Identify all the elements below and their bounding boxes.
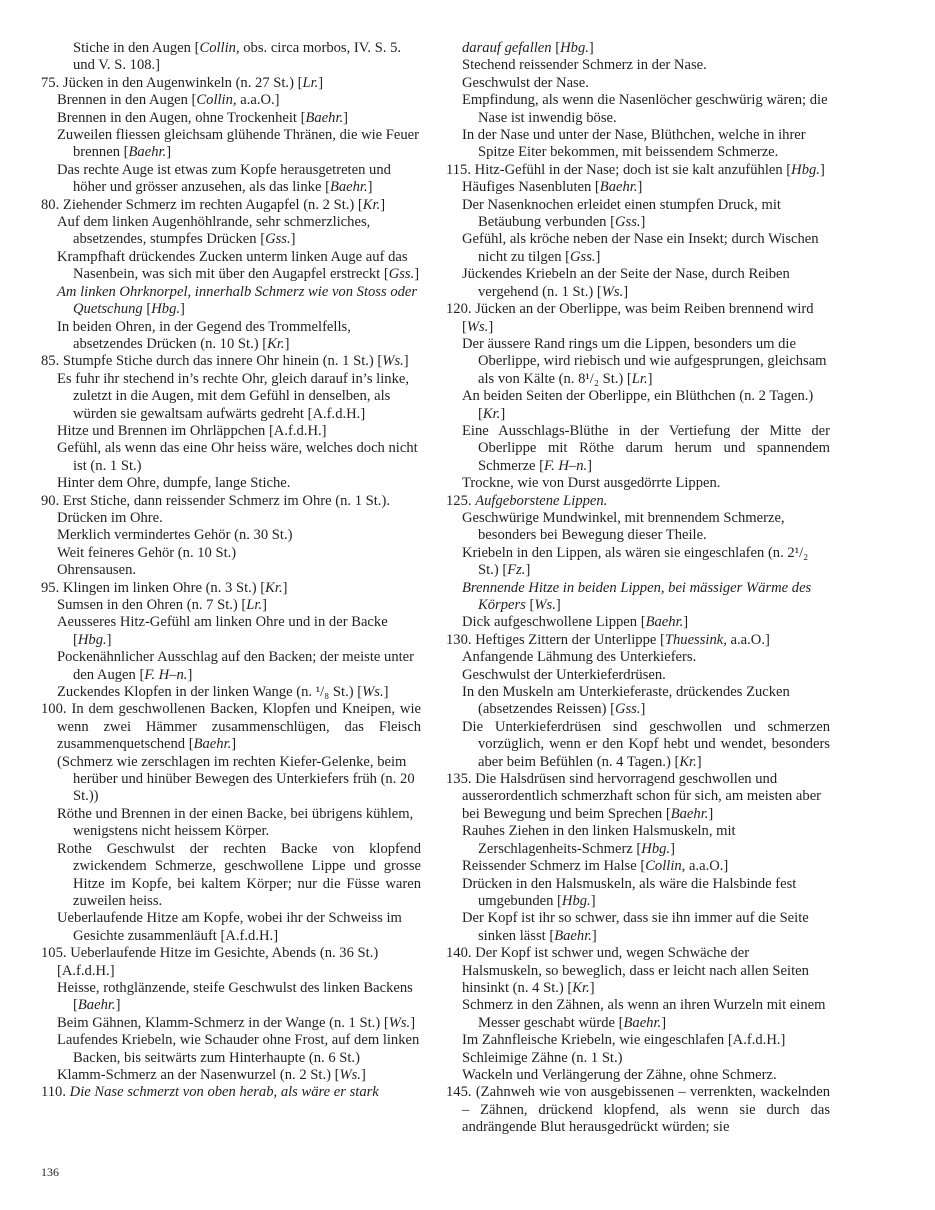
entry-number: 130. xyxy=(446,631,472,648)
text: ] xyxy=(383,684,389,701)
text: Rauhes Ziehen in den linken Halsmuskeln, mit Zerschlagenheits-Schmerz [ xyxy=(462,823,736,857)
text: In den Muskeln am Unterkieferaste, drückendes Zucken (absetzendes Reissen) [ xyxy=(462,684,790,718)
italic-text: Baehr. xyxy=(599,179,638,196)
text: Klingen im linken Ohre (n. 3 St.) [ xyxy=(62,579,266,596)
italic-text: Baehr. xyxy=(623,1014,662,1031)
entry-number: 110. xyxy=(41,1084,66,1101)
text: ] xyxy=(661,1014,667,1031)
text: ] xyxy=(640,701,646,718)
symptom-entry xyxy=(41,440,421,475)
text: Pockenähnlicher Ausschlag auf den Backen; der meiste unter den Augen [ xyxy=(57,649,415,683)
italic-text: Gss. xyxy=(265,231,291,248)
symptom-entry xyxy=(446,197,830,232)
text: In beiden Ohren, in der Gegend des Trommelfells, absetzendes Drücken (n. 10 St.) [ xyxy=(57,318,351,352)
symptom-entry xyxy=(446,823,830,858)
numbered-symptom-entry xyxy=(41,701,421,753)
italic-text: Ws. xyxy=(382,353,404,370)
text: Heisse, rothglänzende, steife Geschwulst des linken Backens [ xyxy=(57,979,413,1014)
entry-number: 75. xyxy=(41,74,60,91)
text: ] xyxy=(231,736,237,753)
numbered-symptom-entry xyxy=(446,771,830,823)
text: [ xyxy=(551,40,561,56)
text: ] xyxy=(591,927,597,944)
italic-text: darauf gefallen xyxy=(462,40,552,56)
text: Ueberlaufende Hitze im Gesichte, Abends (n. 36 St.) [A.f.d.H.] xyxy=(57,945,379,979)
text: Eine Ausschlags-Blüthe in der Vertiefung der Mitte der Oberlippe mit Röthe darum herum und spannendem Schmerze [ xyxy=(462,422,830,474)
italic-text: Ws. xyxy=(339,1066,361,1083)
text: a.a.O.] xyxy=(726,631,770,648)
italic-text: Kr. xyxy=(679,753,697,770)
symptom-entry xyxy=(446,684,830,719)
symptom-entry xyxy=(41,910,421,945)
symptom-entry xyxy=(41,249,421,284)
text: Klamm-Schmerz an der Nasenwurzel (n. 2 St.) [ xyxy=(57,1066,340,1083)
symptom-entry xyxy=(446,858,830,875)
text: ] xyxy=(187,666,193,683)
symptom-entry xyxy=(446,75,830,92)
italic-text: Hbg. xyxy=(561,892,591,909)
numbered-symptom-entry xyxy=(41,75,421,92)
symptom-entry xyxy=(41,127,421,162)
text: Kriebeln in den Lippen, als wären sie eingeschlafen (n. 2 xyxy=(462,544,795,561)
text: Schmerz in den Zähnen, als wenn an ihren Wurzeln mit einem Messer geschabt würde [ xyxy=(462,997,826,1031)
italic-text: Hbg. xyxy=(641,840,671,857)
text: ] xyxy=(708,805,714,822)
italic-text: Ws. xyxy=(466,318,489,335)
symptom-entry xyxy=(446,649,830,666)
text: ] xyxy=(696,753,702,770)
symptom-entry xyxy=(41,475,421,492)
italic-text: F. H–n. xyxy=(144,666,188,683)
symptom-entry xyxy=(41,527,421,544)
italic-text: Collin, xyxy=(199,40,240,56)
symptom-entry xyxy=(446,179,830,196)
italic-text: Baehr. xyxy=(645,614,684,631)
symptom-entry xyxy=(446,510,830,545)
text: Im Zahnfleische Kriebeln, wie eingeschlafen [A.f.d.H.] xyxy=(462,1032,786,1049)
text: ] xyxy=(166,144,172,161)
text: In dem geschwollenen Backen, Klopfen und Kneipen, wie wenn zwei Hämmer zusammenschlügen, das Fleisch zusammenquetschend [ xyxy=(57,701,421,753)
text: An beiden Seiten der Oberlippe, ein Blüthchen (n. 2 Tagen.) [ xyxy=(462,388,814,422)
text: St.) [ xyxy=(478,562,508,579)
text: ] xyxy=(367,179,373,196)
symptom-entry xyxy=(41,614,421,649)
left-column xyxy=(41,40,421,1102)
text: ] xyxy=(290,231,296,248)
italic-text: Lr. xyxy=(246,597,263,613)
text: Anfangende Lähmung des Unterkiefers. xyxy=(462,649,697,666)
italic-text: Thuessink, xyxy=(664,631,727,648)
symptom-entry xyxy=(41,1015,421,1032)
italic-text: Kr. xyxy=(482,405,501,422)
text: ] xyxy=(180,301,185,318)
text: Sumsen in den Ohren (n. 7 St.) [ xyxy=(57,597,247,613)
text: Geschwulst der Unterkieferdrüsen. xyxy=(462,666,666,683)
symptom-entry xyxy=(446,127,830,162)
fraction: ¹/₂ xyxy=(585,370,599,387)
text: St.) [ xyxy=(329,684,363,701)
symptom-entry xyxy=(41,284,421,319)
text: Der Kopf ist schwer und, wegen Schwäche der Halsmuskeln, so beweglich, dass er leicht nach allen Seiten hinsinkt (n. 4 St.) [ xyxy=(462,945,809,996)
italic-text: Lr. xyxy=(631,370,648,387)
italic-text: Baehr. xyxy=(77,997,116,1014)
symptom-entry xyxy=(41,423,421,440)
italic-text: Ws. xyxy=(534,597,556,613)
text: Dick aufgeschwollene Lippen [ xyxy=(462,614,646,631)
text: Brennen in den Augen [ xyxy=(57,92,197,109)
text: ] xyxy=(115,997,121,1014)
italic-text: Ws. xyxy=(388,1014,411,1031)
entry-number: 100. xyxy=(41,701,67,718)
text: ] xyxy=(106,631,112,648)
numbered-symptom-entry xyxy=(446,162,830,179)
text: Stiche in den Augen [ xyxy=(73,40,200,56)
symptom-entry xyxy=(446,1032,830,1049)
entry-number: 80. xyxy=(41,196,60,213)
text: Ohrensausen. xyxy=(57,562,137,579)
text: ] xyxy=(410,1014,416,1031)
italic-text: Hbg. xyxy=(791,161,820,178)
entry-number: 145. xyxy=(446,1084,472,1101)
text: ] xyxy=(488,318,494,335)
italic-text: Gss. xyxy=(388,266,415,283)
numbered-symptom-entry xyxy=(41,945,421,980)
italic-text: Aufgeborstene Lippen. xyxy=(475,492,608,509)
numbered-symptom-entry xyxy=(446,493,830,510)
symptom-entry xyxy=(446,475,830,492)
text: Zuweilen fliessen gleichsam glühende Thränen, die wie Feuer brennen [ xyxy=(57,127,420,161)
text: Der äussere Rand rings um die Lippen, besonders um die Oberlippe, wird riebisch und wie aufgesprungen, gleichsam als von Kälte (n. 8 xyxy=(462,335,827,387)
text: [ xyxy=(142,301,152,318)
text: Auf dem linken Augenhöhlrande, sehr schmerzliches, absetzendes, stumpfes Drücken [ xyxy=(57,214,371,248)
symptom-entry xyxy=(446,231,830,266)
text: ] xyxy=(623,283,629,300)
text: Jückendes Kriebeln an der Seite der Nase, durch Reiben vergehend (n. 1 St.) [ xyxy=(462,266,790,300)
symptom-entry xyxy=(446,92,830,127)
symptom-entry xyxy=(446,423,830,475)
fraction: ¹/₈ xyxy=(315,684,330,701)
text: Drücken in den Halsmuskeln, als wäre die Halsbinde fest umgebunden [ xyxy=(462,875,797,909)
italic-text: Kr. xyxy=(267,335,285,352)
text: ] xyxy=(589,979,595,996)
text: Die Unterkieferdrüsen sind geschwollen und schmerzen vorzüglich, wenn er den Kopf hebt und wendet, besonders aber beim Befühlen (n. 4 Tagen.) [ xyxy=(462,718,830,770)
numbered-symptom-entry xyxy=(446,1084,830,1136)
text: ] xyxy=(587,457,593,474)
numbered-symptom-entry xyxy=(41,580,421,597)
symptom-entry xyxy=(446,1050,830,1067)
italic-text: Baehr. xyxy=(554,927,592,944)
text: Der Kopf ist ihr so schwer, dass sie ihn immer auf die Seite sinken lässt [ xyxy=(462,910,809,944)
symptom-entry xyxy=(41,92,421,109)
symptom-entry xyxy=(446,336,830,388)
numbered-symptom-entry xyxy=(41,353,421,370)
text: ] xyxy=(380,196,386,213)
italic-text: Collin, xyxy=(645,858,686,875)
continued-entry xyxy=(41,40,421,75)
text: ] xyxy=(525,562,531,579)
text: Gefühl, als kröche neben der Nase ein Insekt; durch Wischen nicht zu tilgen [ xyxy=(462,231,819,265)
text: Hitz-Gefühl in der Nase; doch ist sie kalt anzufühlen [ xyxy=(474,161,792,178)
italic-text: Kr. xyxy=(572,979,590,996)
italic-text: Collin, xyxy=(196,92,237,109)
text: ] xyxy=(282,579,288,596)
symptom-entry xyxy=(41,545,421,562)
text: Trockne, wie von Durst ausgedörrte Lippen. xyxy=(462,475,721,492)
italic-text: Gss. xyxy=(614,214,641,231)
entry-number: 115. xyxy=(446,161,471,178)
text: Aeusseres Hitz-Gefühl am linken Ohre und in der Backe [ xyxy=(57,614,388,648)
italic-text: Gss. xyxy=(614,701,641,718)
text: Gefühl, als wenn das eine Ohr heiss wäre, welches doch nicht ist (n. 1 St.) xyxy=(57,440,418,474)
text: ] xyxy=(403,353,409,370)
entry-number: 85. xyxy=(41,353,60,370)
entry-number: 140. xyxy=(446,945,472,962)
symptom-entry xyxy=(41,806,421,841)
symptom-entry xyxy=(41,841,421,911)
text: ] xyxy=(318,74,324,91)
italic-text: Gss. xyxy=(570,248,596,265)
entry-number: 90. xyxy=(41,492,60,509)
text: Der Nasenknochen erleidet einen stumpfen Druck, mit Betäubung verbunden [ xyxy=(462,196,781,231)
italic-text: Hbg. xyxy=(151,301,181,318)
italic-text: Kr. xyxy=(362,196,381,213)
symptom-entry xyxy=(41,562,421,579)
symptom-entry xyxy=(41,371,421,423)
text: Geschwürige Mundwinkel, mit brennendem Schmerze, besonders bei Bewegung dieser Theile. xyxy=(462,509,785,544)
italic-text: Baehr. xyxy=(128,144,167,161)
text: [ xyxy=(525,597,535,613)
symptom-entry xyxy=(446,57,830,74)
text: ] xyxy=(343,109,349,126)
entry-number: 105. xyxy=(41,945,67,962)
italic-text: Brennende Hitze in beiden Lippen, bei mässiger Wärme des Körpers xyxy=(462,579,812,613)
text: ] xyxy=(819,161,825,178)
numbered-symptom-entry xyxy=(446,301,830,336)
text: ] xyxy=(637,179,643,196)
symptom-entry xyxy=(446,910,830,945)
numbered-symptom-entry xyxy=(446,945,830,997)
text: Krampfhaft drückendes Zucken unterm linken Auge auf das Nasenbein, was sich mit über den Augapfel erstreckt [ xyxy=(57,248,408,283)
entry-number: 95. xyxy=(41,579,60,596)
italic-text: F. H–n. xyxy=(544,457,588,474)
text: Merklich vermindertes Gehör (n. 30 St.) xyxy=(57,527,293,544)
numbered-symptom-entry xyxy=(41,197,421,214)
italic-text: Ws. xyxy=(362,684,384,701)
italic-text: Kr. xyxy=(265,579,283,596)
text: Beim Gähnen, Klamm-Schmerz in der Wange (n. 1 St.) [ xyxy=(57,1014,389,1031)
symptom-entry xyxy=(446,580,830,615)
symptom-entry xyxy=(41,1067,421,1084)
numbered-symptom-entry xyxy=(41,493,421,510)
text: Röthe und Brennen in der einen Backe, bei übrigens kühlem, wenigstens nicht heissem Körper. xyxy=(57,805,414,840)
italic-text: Am linken Ohrknorpel, innerhalb Schmerz wie von Stoss oder Quetschung xyxy=(57,283,418,318)
text: (Zahnweh wie von ausgebissenen – verrenkten, wackelnden – Zähnen, drückend klopfend, als wenn sie durch das andrängende Blut herausgedrückt würden; sie xyxy=(462,1084,830,1136)
entry-number: 135. xyxy=(446,771,472,788)
symptom-entry xyxy=(41,980,421,1015)
text: Schleimige Zähne (n. 1 St.) xyxy=(462,1049,623,1066)
symptom-entry xyxy=(41,110,421,127)
text: Jücken an der Oberlippe, was beim Reiben brennend wird [ xyxy=(462,301,814,335)
symptom-entry xyxy=(41,214,421,249)
text: obs. circa morbos, IV. S. 5. und V. S. 108.] xyxy=(73,40,402,74)
text: Stumpfe Stiche durch das innere Ohr hinein (n. 1 St.) [ xyxy=(62,353,383,370)
italic-text: Hbg. xyxy=(560,40,589,56)
symptom-entry xyxy=(446,667,830,684)
text: Stechend reissender Schmerz in der Nase. xyxy=(462,57,707,74)
italic-text: Baehr. xyxy=(193,736,232,753)
italic-text: Fz. xyxy=(507,562,526,579)
text: Empfindung, als wenn die Nasenlöcher geschwürig wären; die Nase ist inwendig böse. xyxy=(462,92,828,126)
text: Wackeln und Verlängerung der Zähne, ohne Schmerz. xyxy=(462,1066,777,1083)
continued-entry xyxy=(446,40,830,57)
symptom-entry xyxy=(41,510,421,527)
symptom-entry xyxy=(446,545,830,580)
text: Ziehender Schmerz im rechten Augapfel (n. 2 St.) [ xyxy=(62,196,363,213)
text: Geschwulst der Nase. xyxy=(462,74,589,91)
text: Die Halsdrüsen sind hervorragend geschwollen und ausserordentlich schmerzhaft schon für sich, am meisten aber bei Bewegung und beim Sprechen [ xyxy=(462,771,822,822)
italic-text: Hbg. xyxy=(77,631,107,648)
text: Zuckendes Klopfen in der linken Wange (n. xyxy=(57,684,316,701)
text: Weit feineres Gehör (n. 10 St.) xyxy=(57,544,237,561)
text: ] xyxy=(555,597,561,613)
text: St.) [ xyxy=(598,370,632,387)
symptom-entry xyxy=(446,388,830,423)
text: Laufendes Kriebeln, wie Schauder ohne Frost, auf dem linken Backen, bis seitwärts zum Hinterhaupte (n. 6 St.) xyxy=(57,1032,420,1066)
text: (Schmerz wie zerschlagen im rechten Kiefer-Gelenke, beim herüber und hinüber Bewegen des Unterkiefers früh (n. 20 St.)) xyxy=(57,753,415,805)
italic-text: Die Nase schmerzt von oben herab, als wäre er stark xyxy=(69,1084,379,1101)
text: ] xyxy=(360,1066,366,1083)
text: ] xyxy=(670,840,675,857)
text: In der Nase und unter der Nase, Blüthchen, welche in ihrer Spitze Eiter bekommen, mit beissendem Schmerze. xyxy=(462,127,806,161)
symptom-entry xyxy=(446,876,830,911)
symptom-entry xyxy=(446,997,830,1032)
text: ] xyxy=(284,335,290,352)
text: Reissender Schmerz im Halse [ xyxy=(462,858,646,875)
text: a.a.O.] xyxy=(685,858,729,875)
page-number: 136 xyxy=(41,1165,59,1179)
entry-number: 125. xyxy=(446,492,472,509)
text: ] xyxy=(595,248,601,265)
symptom-entry xyxy=(446,266,830,301)
symptom-entry xyxy=(446,719,830,771)
text: ] xyxy=(500,405,506,422)
symptom-entry xyxy=(41,684,421,701)
italic-text: Baehr. xyxy=(305,109,344,126)
text: ] xyxy=(262,597,267,613)
text: a.a.O.] xyxy=(236,92,280,109)
text: ] xyxy=(683,614,689,631)
symptom-entry xyxy=(41,319,421,354)
text: Hitze und Brennen im Ohrläppchen [A.f.d.H.] xyxy=(57,422,327,439)
italic-text: Lr. xyxy=(302,74,319,91)
symptom-entry xyxy=(41,754,421,806)
symptom-entry xyxy=(41,597,421,614)
italic-text: Baehr. xyxy=(670,805,709,822)
text: Es fuhr ihr stechend in’s rechte Ohr, gleich darauf in’s linke, zuletzt in die Augen, mit dem Gefühl in denselben, als würden sie gewaltsam aufwärts gedreht [A.f.d.H.] xyxy=(57,370,409,422)
numbered-symptom-entry xyxy=(41,1084,421,1101)
text: ] xyxy=(647,370,653,387)
fraction: ¹/₂ xyxy=(794,544,809,561)
text: Das rechte Auge ist etwas zum Kopfe herausgetreten und höher und grösser anzusehen, als das linke [ xyxy=(57,161,391,196)
symptom-entry xyxy=(41,162,421,197)
text: ] xyxy=(414,266,420,283)
text: Heftiges Zittern der Unterlippe [ xyxy=(475,631,665,648)
symptom-entry xyxy=(446,614,830,631)
symptom-entry xyxy=(41,1032,421,1067)
text: Ueberlaufende Hitze am Kopfe, wobei ihr der Schweiss im Gesichte zusammenläuft [A.f.d.H.] xyxy=(57,910,402,944)
text: Rothe Geschwulst der rechten Backe von klopfend zwickendem Schmerze, geschwollene Lippe und grosse Hitze im Kopfe, bei kaltem Körper; nur die Füsse waren zuweilen heiss. xyxy=(57,840,421,909)
text: Jücken in den Augenwinkeln (n. 27 St.) [ xyxy=(62,74,303,91)
text: Erst Stiche, dann reissender Schmerz im Ohre (n. 1 St.). xyxy=(62,492,390,509)
italic-text: Ws. xyxy=(601,283,624,300)
symptom-entry xyxy=(446,1067,830,1084)
text: Brennen in den Augen, ohne Trockenheit [ xyxy=(57,109,306,126)
italic-text: Baehr. xyxy=(329,179,368,196)
text: ] xyxy=(588,40,594,56)
text: ] xyxy=(640,214,646,231)
right-column xyxy=(446,40,830,1137)
entry-number: 120. xyxy=(446,301,472,318)
text: ] xyxy=(590,892,596,909)
text: Häufiges Nasenbluten [ xyxy=(462,179,600,196)
text: Drücken im Ohre. xyxy=(57,509,163,526)
numbered-symptom-entry xyxy=(446,632,830,649)
text: Hinter dem Ohre, dumpfe, lange Stiche. xyxy=(57,475,291,492)
symptom-entry xyxy=(41,649,421,684)
